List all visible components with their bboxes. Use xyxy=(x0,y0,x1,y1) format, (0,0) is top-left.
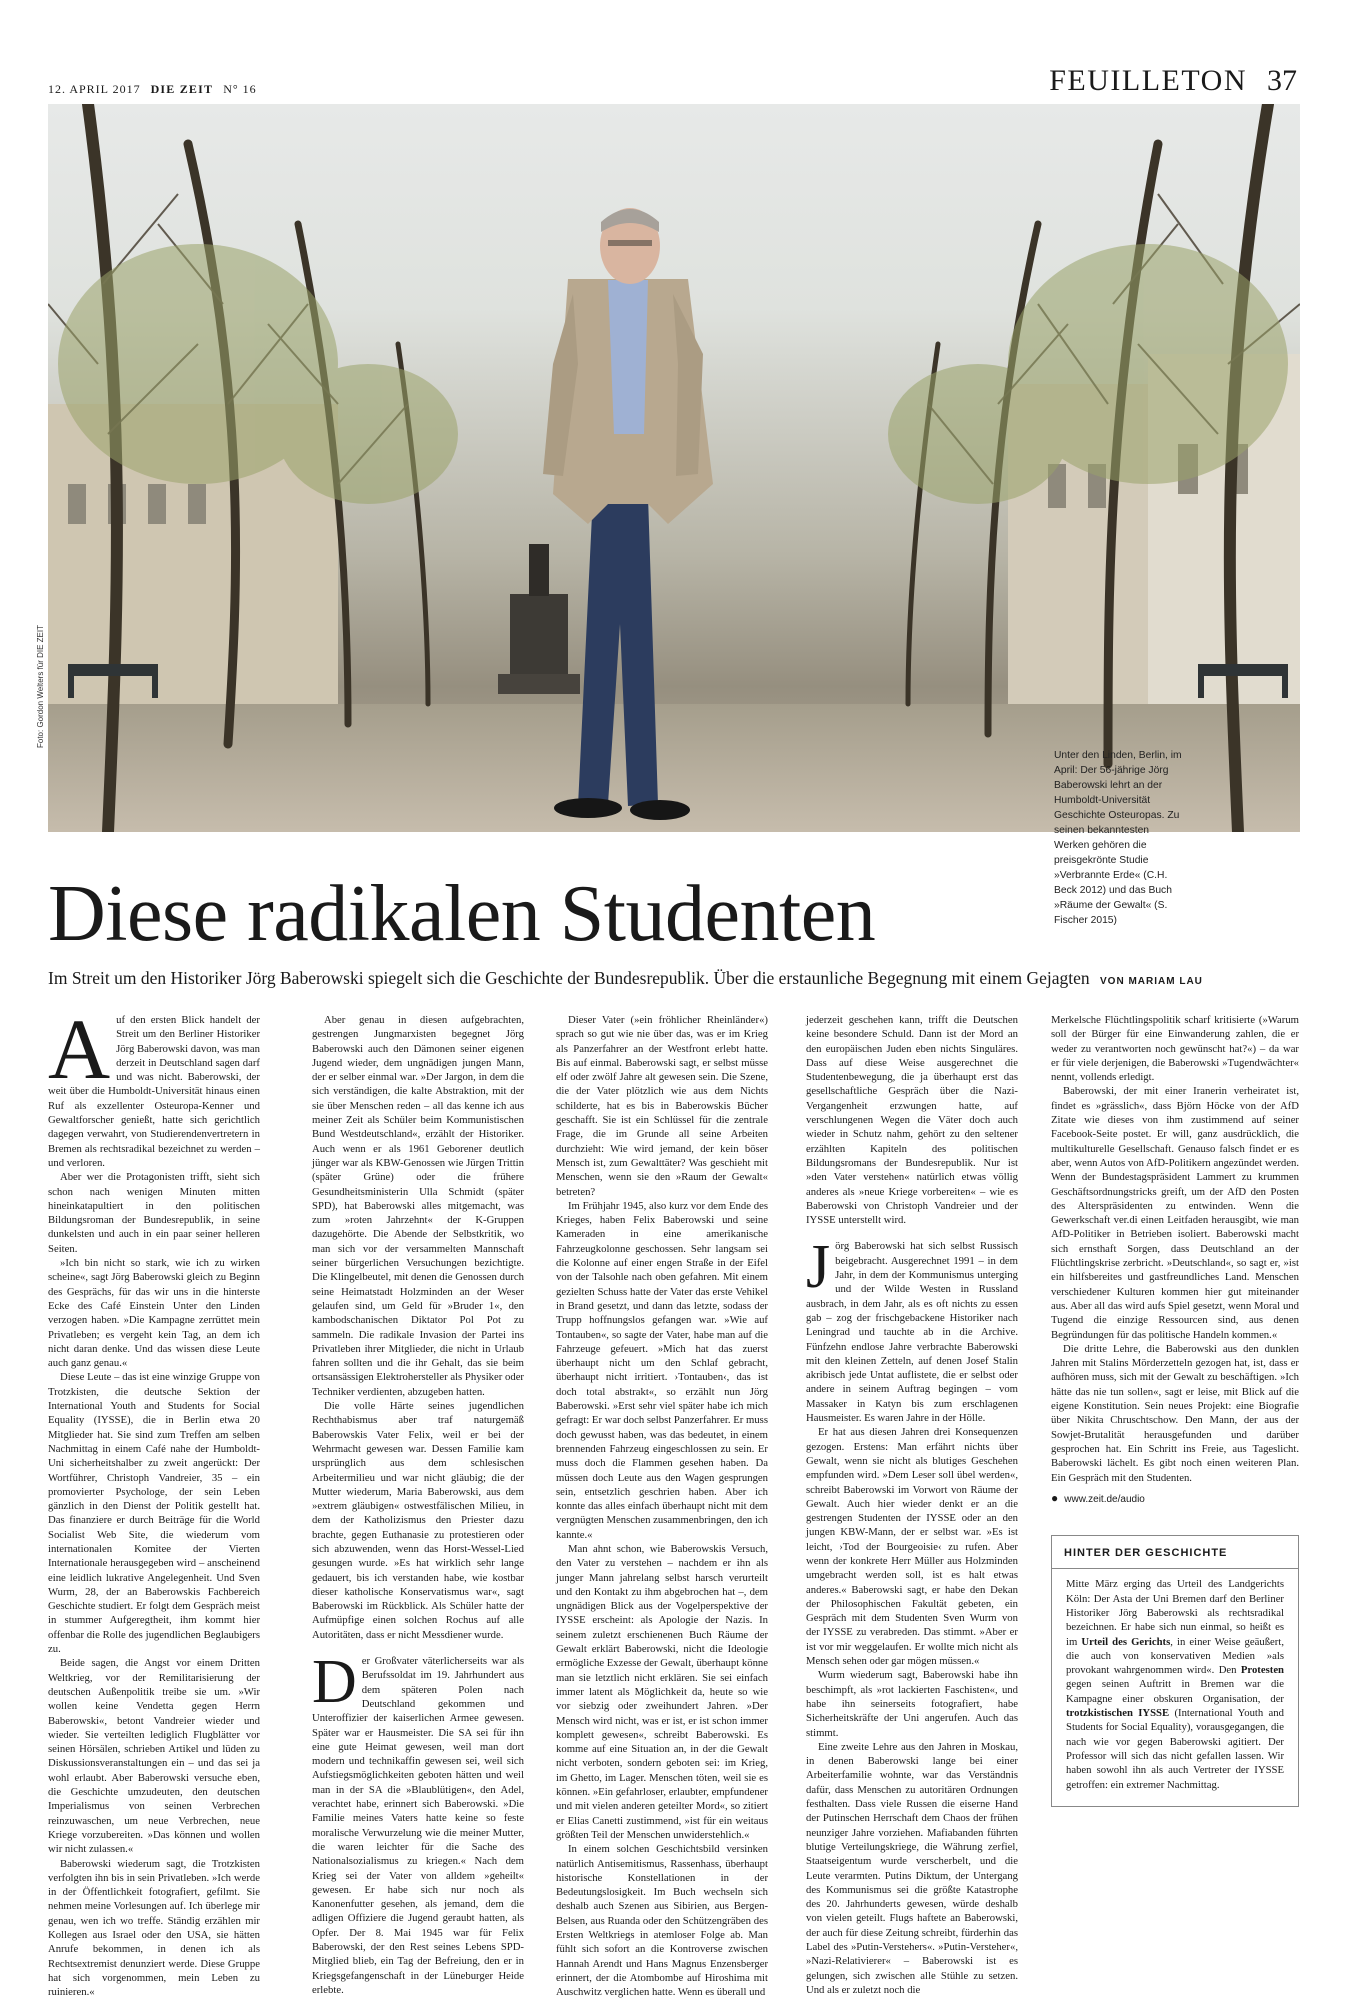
section-title: FEUILLETON xyxy=(1049,64,1247,97)
box-bold-term: Protesten xyxy=(1240,1664,1285,1677)
paragraph: Baberowski wiederum sagt, die Trotzkisten verfolgten ihn bis in sein Privatleben. »Ich werde in der Öffentlichkeit fotografiert, gefilmt. Sie nehmen meine Vorlesungen auf. Ich überlege mir genau, wen ich wo treffe. Ständig erzählen mir Kollegen aus Israel oder den USA, sie hätten Anrufe bekommen, in denen ich als Rechtsextremist denunziert werde. Diese Gruppe hat sich vorgenommen, mein Leben zu ruinieren.« xyxy=(48,1857,260,1999)
paragraph: Er hat aus diesen Jahren drei Konsequenzen gezogen. Erstens: Man erfährt nichts über Gewalt, wenn sie nicht als blutiges Geschehen empfunden wird. »Dem Leser soll übel werden«, schreibt Baberowski im Vorwort von Räume der Gewalt. Auch hier wieder denkt er an die gestrengen Studenten der IYSSE oder an den jungen KBW-Mann, der er selbst war. »Es ist leicht, ›Tod der Bourgeoisie‹ zu rufen. Aber wenn der konkrete Herr Müller aus Holzminden umgebracht werden soll, ist es halt etwas anderes.« Baberowski sagt, er habe den Dekan der Philosophischen Fakultät gebeten, ein Gespräch mit dem Studenten Sven Wurm von der IYSSE zu verabreden. Das stimmt. »Aber er ist vor mir weggelaufen. Er wollte mich nicht als Mensch sehen oder gar mögen müssen.« xyxy=(806,1426,1018,1668)
paragraph: Merkelsche Flüchtlingspolitik scharf kritisierte (»Warum soll der Bürger für eine Einwanderung zahlen, die er weder zu verantworten noch gewünscht hat?«) – da war er für viele derjenigen, die Baberowski »Tugendwächter« nennt, vollends erledigt. xyxy=(1051,1014,1299,1084)
text-column-3 xyxy=(556,1013,768,1999)
paragraph: Aber genau in diesen aufgebrachten, gestrengen Jungmarxisten begegnet Jörg Baberowski auch den Dämonen seiner eigenen Jugend wieder, dem ungnädigen jungen Mann, der er selber einmal war. »Der Jargon, in dem die sich verständigen, die kalte Abstraktion, mit der sie über Menschen reden – all das kenne ich aus meiner Zeit als Schüler beim Kommunistischen Bund Westdeutschland«, erzählt der Historiker. Auch wenn er als 1961 Geborener deutlich jünger war als KBW-Genossen wie Jürgen Trittin (später Grüne) oder die frühere Gesundheitsministerin Ulla Schmidt (später SPD), hat Baberowski alles mitgemacht, was zum »roten Jahrzehnt« der K-Gruppen dazugehörte. Die Abende der Selbstkritik, wo man sich vor der versammelten Mannschaft seiner bürgerlichen Versuchungen bezichtigte. Die Klingelbeutel, mit denen die Genossen durch seine Heimatstadt Holzminden an der Weser gelaufen sind, um Geld für »Bruder 1«, den kambodschanischen Diktator Pol Pot zu sammeln. Die radikale Invasion der Partei ins Privatleben ihrer Mitglieder, die nicht in Urlaub fahren sollten und die ihr Gehalt, das sie beim ortsansässigen Elektrohersteller als Physiker oder Techniker verdienten, abzugeben hatten. xyxy=(312,1014,524,1398)
photo-caption: Unter den Linden, Berlin, im April: Der 56-jährige Jörg Baberowski lehrt an der Humboldt-Universität Geschichte Osteuropas. Zu seinen bekanntesten Werken gehören die preisgekrönte Studie »Verbrannte Erde« (C.H. Beck 2012) und das Buch »Räume der Gewalt« (S. Fischer 2015) xyxy=(1054,750,1182,926)
text-column-5 xyxy=(1051,1013,1299,1807)
paragraph: jederzeit geschehen kann, trifft die Deutschen keine besondere Schuld. Dann ist der Mord an den europäischen Juden eben nichts Singuläres. Dass auf diese Weise ausgerechnet die Studentenbewegung, die ja überhaupt erst das gesellschaftliche Gespräch über die Nazi-Vergangenheit erzwungen hatte, auf verschlungenen Wegen die Väter doch auch wieder in Schutz nahm, gehört zu den seltener erzählten Kapiteln des politischen Bildungsromans der Bundesrepublik. Nur ist »den Vater verstehen« natürlich etwas völlig anderes als »neue Kriege vorbereiten« – wie es Baberowski von Christoph Vandreier und der IYSSE unterstellt wird. xyxy=(806,1014,1018,1227)
photo-illustration xyxy=(48,104,1300,832)
paragraph: Aber wer die Protagonisten trifft, sieht sich schon nach wenigen Minuten mitten hineinkatapultiert in den politischen Bildungsroman der Bundesrepublik, in seine dunkelsten und auch in ein paar seiner helleren Seiten. xyxy=(48,1171,260,1255)
box-text: Mitte März erging das Urteil des Landgerichts Köln: Der Asta der Uni Bremen darf den Berliner Historiker Jörg Baberowski als rechtsradikal bezeichnen. Er habe sich nun einmal, so heißt es im Urteil des Gerichts, in einer Weise geäußert, die auch von konservativen Medien »als provokant wahrgenommen wird«. Den Protesten gegen seinen Auftritt in Bremen war die Kampagne einer obskuren Organisation, der trotzkistischen IYSSE (International Youth and Students for Social Equality), vorausgegangen, die nach wie vor gegen Baberowski agitiert. Der Professor will sich das nicht gefallen lassen. Wir haben sowohl ihn als auch Vertreter der IYSSE getroffen: ein extremer Nachmittag. xyxy=(1066,1578,1285,1791)
byline: VON MARIAM LAU xyxy=(1100,976,1203,987)
issue-number: N° 16 xyxy=(223,82,257,96)
background-box xyxy=(1051,1535,1299,1807)
audio-url[interactable]: www.zeit.de/audio xyxy=(1064,1493,1145,1505)
lead-photo xyxy=(48,104,1300,832)
issue-date: 12. APRIL 2017 xyxy=(48,82,141,96)
newspaper-name: DIE ZEIT xyxy=(150,82,214,96)
paragraph: »Ich bin nicht so stark, wie ich zu wirken scheine«, sagt Jörg Baberowski gleich zu Beginn des Gesprächs, für das wir uns in die hinterste Ecke des Café Einstein Unter den Linden verzogen haben. »Die Kampagne zerrüttet mein Privatleben; es vergeht kein Tag, an dem ich nicht daran denke. Und das wissen diese Leute auch ganz genau.« xyxy=(48,1257,260,1370)
masthead xyxy=(48,60,1297,105)
drop-cap: D xyxy=(312,1648,357,1717)
deck-text: Im Streit um den Historiker Jörg Baberowski spiegelt sich die Geschichte der Bundesrepublik. Über die erstaunliche Begegnung mit einem Gejagten xyxy=(48,968,1090,988)
box-title: HINTER DER GESCHICHTE xyxy=(1052,1536,1298,1569)
paragraph: Dieser Vater (»ein fröhlicher Rheinländer«) sprach so gut wie nie über das, was er im Krieg als Panzerfahrer an der Westfront erlebt hatte. Bis auf einmal. Baberowski sagt, er selbst müsse elf oder zwölf Jahre alt gewesen sein. Die Szene, die der Vater plötzlich wie aus dem Nichts schilderte, hat es bis in Baberowskis Bücher geschafft. Sie ist ein Schlüssel für die zentrale Frage, die im Grunde all seine Arbeiten durchzieht: Wie wird jemand, der kein böser Mensch ist, zum Gewalttäter? Was geschieht mit Menschen, wenn sie den »Raum der Gewalt« betreten? xyxy=(556,1014,768,1198)
paragraph: Diese Leute – das ist eine winzige Gruppe von Trotzkisten, die deutsche Sektion der International Youth and Students for Social Equality (IYSSE), die in Berlin etwa 20 Mitglieder hat. Sie sind zum Treffen am selben Nachmittag in einem Café nahe der Humboldt-Uni sicherheitshalber zu zweit angerückt: Der Wortführer, Christoph Vandreier, 35 – ein promovierter Psychologe, der sein Leben gänzlich in den Dienst der Politik gestellt hat. Das finanziere er durch Beiträge für die World Socialist Web Site, die wiederum vom internationalen Komitee der Vierten Internationale herausgegeben wird – anscheinend eine leidlich lukrative Angelegenheit. Und Sven Wurm, 28, der an Baberowskis Fachbereich Geschichte studiert. Er folgt dem Gespräch meist in stummer Aufgeregtheit, ihm kommt hier offenbar die Rolle des jugendlichen Beglaubigers zu. xyxy=(48,1371,260,1656)
headline: Diese radikalen Studenten xyxy=(48,870,876,958)
speech-bubble-icon: ● xyxy=(1051,1490,1059,1505)
drop-cap: A xyxy=(48,1001,111,1097)
paragraph: Im Frühjahr 1945, also kurz vor dem Ende des Krieges, haben Felix Baberowski und seine Kameraden in eine amerikanische Fahrzeugkolonne geschossen. Sehr langsam sei die Kolonne auf einer engen Straße in der Eifel von der Talsohle nach oben gefahren. Mit einem gezielten Schuss hatte der Vater das erste Vehikel in Brand gesetzt, und dann das letzte, sodass der Trupp hoffnungslos gefangen war. »Wie auf Tontauben«, so sagte der Vater, habe man auf die Fahrzeuge gefeuert. »Mich hat das zuerst überhaupt nicht um den Schlaf gebracht, überhaupt nicht irritiert. ›Tontauben‹, das ist doch total abstrakt«, so erzählt nun Jörg Baberowski. »Erst sehr viel später habe ich mich gefragt: Er war doch selbst Panzerfahrer. Er muss doch gewusst haben, was das bedeutet, in einem brennenden Fahrzeug eingeschlossen zu sein. Er muss doch die Flammen gesehen haben. Da müssen doch Leute aus den Wagen gesprungen sein, entsetzlich geschrien haben. Aber ich konnte das alles einfach überhaupt nicht mit dem vergnügten Menschen zusammenbringen, den ich kannte.« xyxy=(556,1199,769,1541)
paragraph: Auf den ersten Blick handelt der Streit um den Berliner Historiker Jörg Baberowski davon, was man derzeit in Deutschland sagen darf und was nicht. Baberowski, der weit über die Humboldt-Universität hinaus einen Ruf als exzellenter Osteuropa-Kenner und Gewaltforscher genießt, hatte sich gerichtlich dagegen verwahrt, von Studierendenvertretern in Bremen als rechtsradikal bezeichnet zu werden – und verloren. xyxy=(48,1001,260,1169)
text-column-1 xyxy=(48,1001,260,1999)
paragraph: Jörg Baberowski hat sich selbst Russisch beigebracht. Ausgerechnet 1991 – in dem Jahr, in dem der Kommunismus unterging und der Wilde Westen in Russland ausbrach, in dem Jahr, als es oft nichts zu essen gab – zog der frischgebackene Historiker nach Leningrad und tauchte ab in die Archive. Fünfzehn endlose Jahre verbrachte Baberowski mit den kleinen Zetteln, auf denen Josef Stalin akribisch jede Untat auflistete, die er selbst oder andere in seinem Auftrag begingen – vom Massaker in Katyn bis zum erschlagenen Hausmeister. Es waren Jahre in der Hölle. xyxy=(806,1233,1018,1425)
text-column-4 xyxy=(806,1013,1018,1997)
paragraph: Eine zweite Lehre aus den Jahren in Moskau, in denen Baberowski lange bei einer Arbeiterfamilie wohnte, war das Verständnis dafür, dass Menschen zu autoritären Ordnungen festhalten. Dass viele Russen die eiserne Hand der Putinschen Herrschaft dem Chaos der frühen neunziger Jahre vorziehen. Mafiabanden führten blutige Verteilungskriege, die Währung zerfiel, Staatseigentum wurde verscherbelt, und die Leute verarmten. Putins Diktum, der Untergang des Kommunismus sei die größte Katastrophe des 20. Jahrhunderts gewesen, würde deshalb von vielen geteilt. Flugs haftete an Baberowski, der auch für diese Zeitung schreibt, fürderhin das Label des »Putin-Verstehers«. »Putin-Versteher«, »Nazi-Relativierer« – Baberowski ist es gelungen, sich zwischen alle Stühle zu setzen. Und als er zuletzt noch die xyxy=(806,1740,1018,1996)
paragraph: Baberowski, der mit einer Iranerin verheiratet ist, findet es »grässlich«, dass Björn Höcke von der AfD Zitate wie dieses von ihm zustimmend auf seiner Facebook-Seite postet. Er will, ganz ausdrücklich, die multikulturelle Gesellschaft. Genauso falsch findet er es aber, wenn Autos von AfD-Politikern angezündet werden. Wenn der Bundestagspräsident Lammert zu krummen Geschäftsordnungstricks greift, um der AfD den Posten des Alterspräsidenten zu entwinden. Wenn die Gewerkschaft ver.di einen Leitfaden herausgibt, wie man AfD-Politiker in Betrieben isoliert. Baberowski macht sich ernsthaft Sorgen, dass Deutschland an der Flüchtlingskrise zerbricht. »Deutschland«, so sagt er, »ist ein hilfsbereites und gastfreundliches Land. Menschen verschiedener Kulturen kommen hier gut miteinander aus. Aber all das wird aufs Spiel gesetzt, wenn Moral und Tugend die einzige Ressourcen sind, aus denen Begründungen für das politische Handeln kommen.« xyxy=(1051,1085,1299,1341)
paragraph: Der Großvater väterlicherseits war als Berufssoldat im 19. Jahrhundert aus dem späteren Polen nach Deutschland gekommen und Unteroffizier der kaiserlichen Armee gewesen. Später war er Hausmeister. Die SA sei für ihn eine gute Heimat gewesen, weil man dort modern und technikaffin gewesen sei, weil sich Aufstiegsmöglichkeiten geboten hätten und weil man in der SA die »Blaublütigen«, den Adel, verachtet habe, erinnert sich Baberowski. »Die Familie meines Vaters hatte keine so feste moralische Verwurzelung wie die meiner Mutter, die waren leichter für die Sache des Nationalsozialismus zu kriegen.« Nach dem Krieg sei der Vater von alldem »geheilt« gewesen. Er habe sich nur noch als Kanonenfutter gesehen, als jemand, dem die adligen Offiziere die Jugend geraubt hatten, als Opfer. Der 8. Mai 1945 war für Felix Baberowski, der den Rest seines Lebens SPD-Mitglied blieb, ein Tag der Befreiung, den er in Kriegsgefangenschaft in der Lüneburger Heide erlebte. xyxy=(312,1648,524,1996)
paragraph: Beide sagen, die Angst vor einem Dritten Weltkrieg, vor der Remilitarisierung der deutschen Außenpolitik treibe sie um. »Wir wollen keine Vendetta gegen Herrn Baberowski«, betont Vandreier wieder und wieder. Sie verteilten lediglich Flugblätter vor seinen Hörsälen, schrieben Artikel und lüden zu Diskussionsveranstaltungen ein – und das sei ja wohl erlaubt. Aber Baberowski versuche eben, die Geschichte umzudeuten, den deutschen Imperialismus von seinen Verbrechen reinzuwaschen, um neue Verbrechen, neue Kriege vorzubereiten. »Das können und wollen wir nicht zulassen.« xyxy=(48,1657,260,1856)
paragraph: Die dritte Lehre, die Baberowski aus den dunklen Jahren mit Stalins Mörderzetteln gezogen hat, ist, dass er aufhören muss, sich mit der Gewalt zu beschäftigen. »Ich hätte das nie tun sollen«, sagt er leise, mit Blick auf die eigene Konstitution. Sein neues Projekt: eine Biografie über Nikita Chruschtschow. Den Mann, der aus der Sowjet-Brutalität herausgefunden und darüber gesprochen hat. Ein Schritt ins Freie, aus Tageslicht. Baberowski lächelt. Es gibt noch einen weiteren Plan. Ein Gespräch mit den Studenten. xyxy=(1051,1342,1299,1484)
photo-credit: Foto: Gordon Welters für DIE ZEIT xyxy=(36,625,45,748)
box-bold-term: trotzkistischen IYSSE xyxy=(1066,1707,1170,1720)
audio-link[interactable] xyxy=(1051,1491,1299,1507)
paragraph: Die volle Härte seines jugendlichen Rechthabismus aber traf naturgemäß Baberowskis Vater Felix, weil er bei der Wehrmacht gewesen war. Dessen Familie kam ursprünglich aus dem schlesischen Arbeitermilieu und war nicht gläubig; die der Mutter wiederum, Maria Baberowski, aus dem »extrem gläubigen« ostwestfälischen Milieu, in dem der Katholizismus den Priester dazu brachte, gegen Euthanasie zu protestieren oder sich abzuwenden, wenn das Horst-Wessel-Lied gesungen wurde. »Es hat wirklich sehr lange gedauert, bis ich verstanden habe, wie kostbar dieser katholische Konservatismus war«, sagt Baberowski im Rückblick. Als Schüler hatte der Aufmüpfige einen solchen Rochus auf alle Autoritäten, dass er nicht Messdiener wurde. xyxy=(312,1400,524,1641)
text-column-2 xyxy=(312,1013,524,1997)
paragraph: In einem solchen Geschichtsbild versinken natürlich Antisemitismus, Rassenhass, überhaupt historische Konstellationen in der Bedeutungslosigkeit. Im Buch wechseln sich deshalb auch Szenen aus Sibirien, aus Bergen-Belsen, aus Ruanda oder den Schützengräben des Ersten Weltkriegs in atemloser Folge ab. Man fühlt sich sofort an die Kontroverse zwischen Hannah Arendt und Hans Magnus Enzensberger erinnert, der die Atombombe auf Hiroshima mit Auschwitz verglichen hatte. Wenn es überall und xyxy=(556,1843,768,1999)
paragraph: Man ahnt schon, wie Baberowskis Versuch, den Vater zu verstehen – nachdem er ihn als junger Mann jahrelang selbst harsch verurteilt und den Kontakt zu ihm abgebrochen hat –, dem ungnädigen Blick aus der Vogelperspektive der IYSSE erscheint: als Apologie der Nazis. In seinem zuletzt erschienenen Buch Räume der Gewalt erklärt Baberowski, nicht die Ideologie ermögliche Exzesse der Gewalt, überhaupt könne man sie letztlich nicht erklären. Sie sei einfach immer latent als Möglichkeit da, heute so wie vor siebzig oder zweihundert Jahren. »Der Mensch wird nicht, was er ist, er ist schon immer komplett gewesen«, schreibt Baberowski. Es komme auf eine Situation an, in der die Gewalt nicht verboten, sondern geboten sei: im Krieg, im Ghetto, im Lager. Menschen töten, weil sie es können. »Ein gefahrloser, erlaubter, empfundener und mit vielen anderen geteilter Mord«, so zitiert er Elias Canetti zustimmend, »ist für ein weitaus größten Teil der Menschen unwiderstehlich.« xyxy=(556,1542,768,1841)
drop-cap: J xyxy=(806,1233,831,1302)
issue-line xyxy=(48,82,263,97)
deck xyxy=(48,968,1308,989)
page-number: 37 xyxy=(1267,64,1297,97)
box-bold-term: Urteil des Gerichts xyxy=(1081,1635,1171,1648)
paragraph: Wurm wiederum sagt, Baberowski habe ihn beschimpft, als »rot lackierten Faschisten«, und habe ihn seinerseits fotografiert, habe Sicherheitskräfte der Uni angerufen. Auch das stimmt. xyxy=(806,1669,1018,1739)
